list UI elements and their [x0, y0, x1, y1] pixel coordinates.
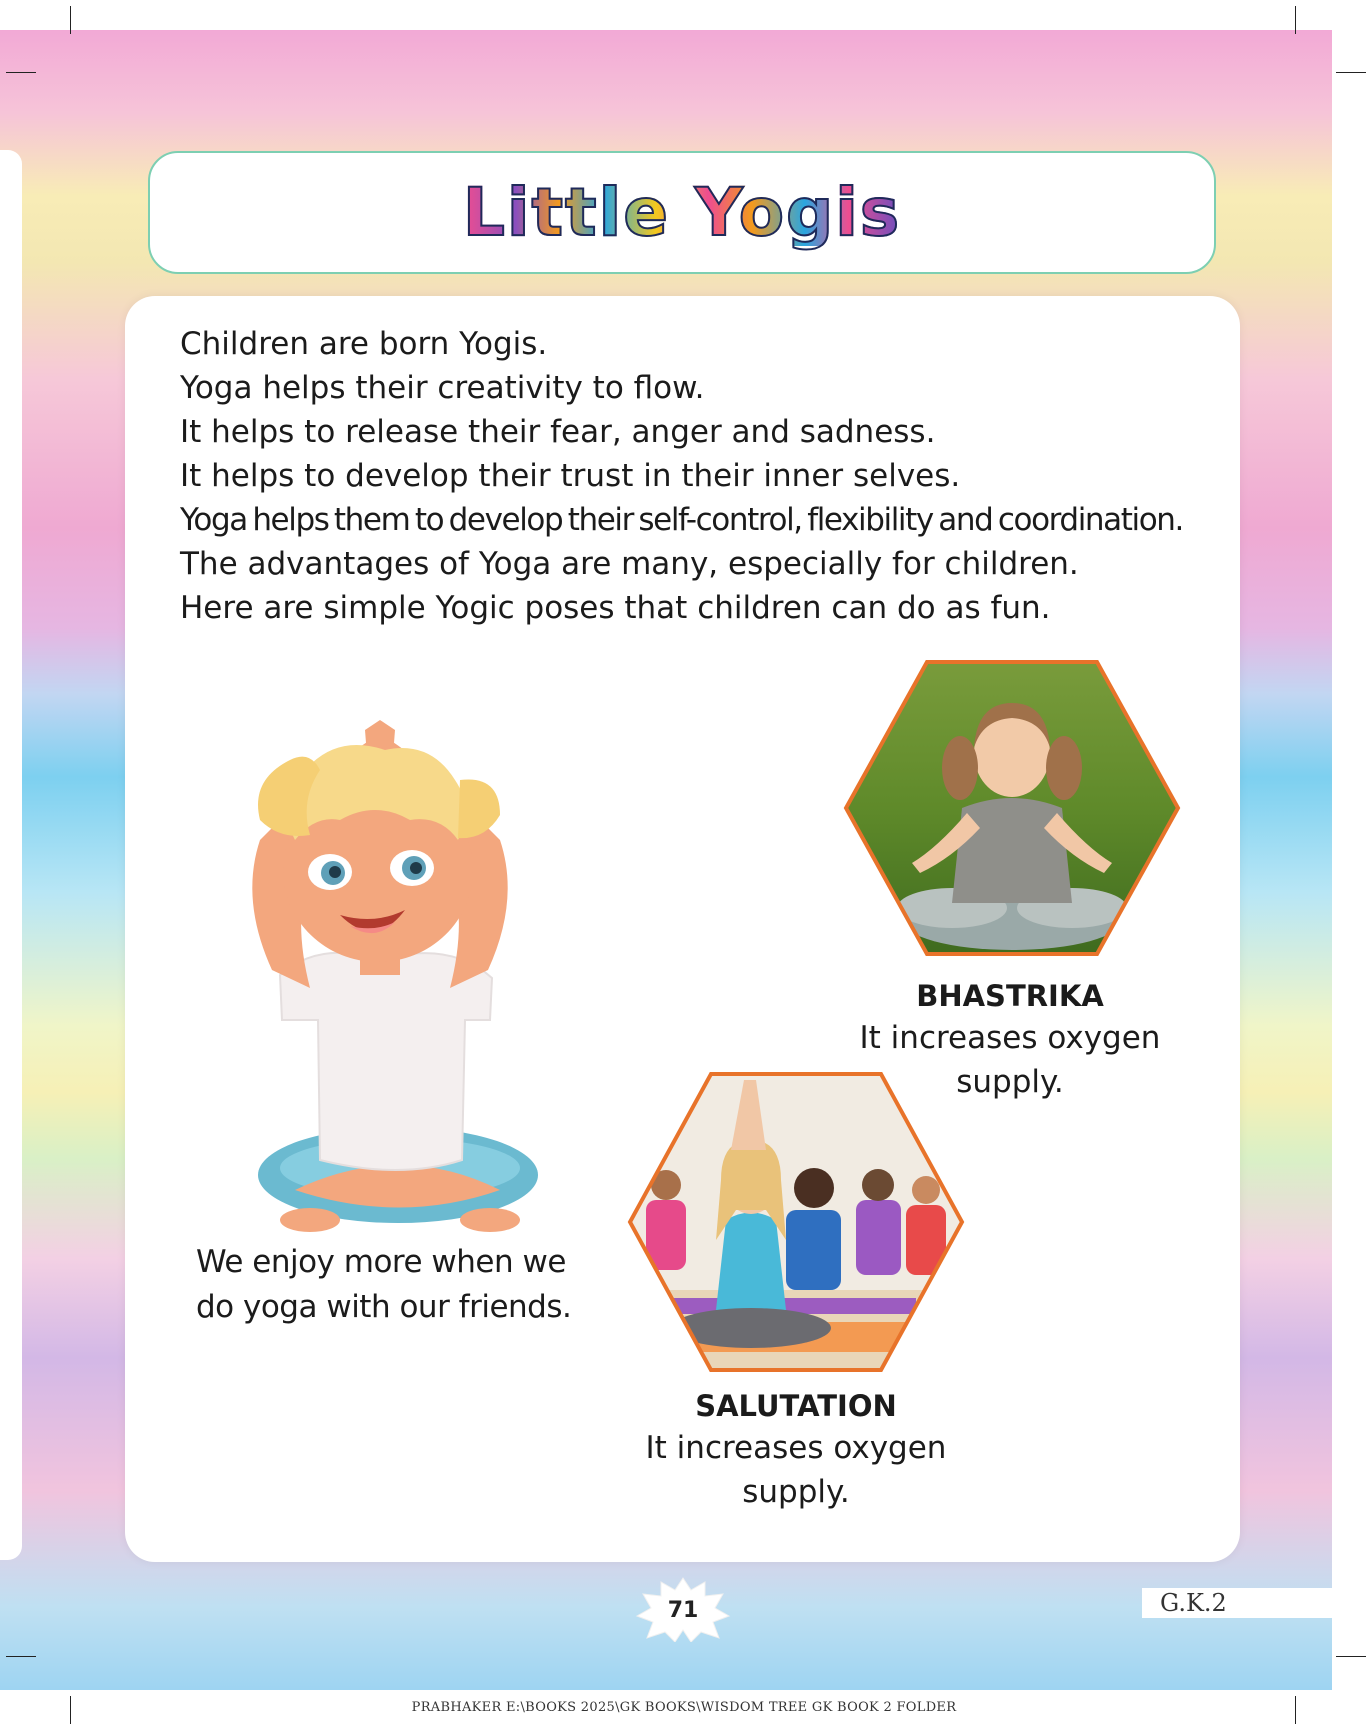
intro-line: Yoga helps them to develop their self-control, flexibility and coordination.: [180, 502, 1184, 538]
intro-line: The advantages of Yoga are many, especially for children.: [180, 546, 1079, 582]
intro-line: Here are simple Yogic poses that children can do as fun.: [180, 590, 1051, 626]
title-banner: [148, 151, 1216, 274]
yoga-kid-illustration: [200, 720, 570, 1240]
pose-title: BHASTRIKA: [916, 979, 1104, 1013]
salutation-photo: [626, 1070, 966, 1375]
page-number: 71: [667, 1598, 699, 1623]
pose-description: It increases oxygen: [645, 1430, 947, 1466]
intro-line: It helps to develop their trust in their inner selves.: [180, 458, 961, 494]
intro-paragraph: [180, 322, 1200, 630]
page-title: Little Yogis: [462, 173, 902, 251]
previous-page-card-edge: [0, 150, 22, 1560]
crop-mark: [6, 72, 36, 73]
crop-mark: [1336, 1656, 1366, 1657]
bhastrika-photo: [842, 658, 1182, 958]
pose-description: supply.: [742, 1474, 850, 1510]
intro-line: Children are born Yogis.: [180, 326, 548, 362]
crop-mark: [6, 1656, 36, 1657]
pose-description: It increases oxygen: [859, 1020, 1161, 1056]
crop-mark: [1336, 72, 1366, 73]
pose-description: supply.: [956, 1064, 1064, 1100]
intro-line: Yoga helps their creativity to flow.: [180, 370, 705, 406]
kid-caption-line: do yoga with our friends.: [196, 1289, 572, 1325]
kid-caption-line: We enjoy more when we: [196, 1244, 566, 1280]
book-label: G.K.2: [1142, 1588, 1332, 1618]
crop-mark: [70, 6, 71, 34]
pose-title: SALUTATION: [695, 1389, 897, 1423]
kid-caption: [196, 1240, 596, 1330]
crop-mark: [1295, 6, 1296, 34]
page-number-badge: [635, 1576, 731, 1642]
intro-line: It helps to release their fear, anger and sadness.: [180, 414, 936, 450]
salutation-caption: [626, 1386, 966, 1514]
print-footer: PRABHAKER E:\BOOKS 2025\GK BOOKS\WISDOM TREE GK BOOK 2 FOLDER: [411, 1700, 957, 1715]
